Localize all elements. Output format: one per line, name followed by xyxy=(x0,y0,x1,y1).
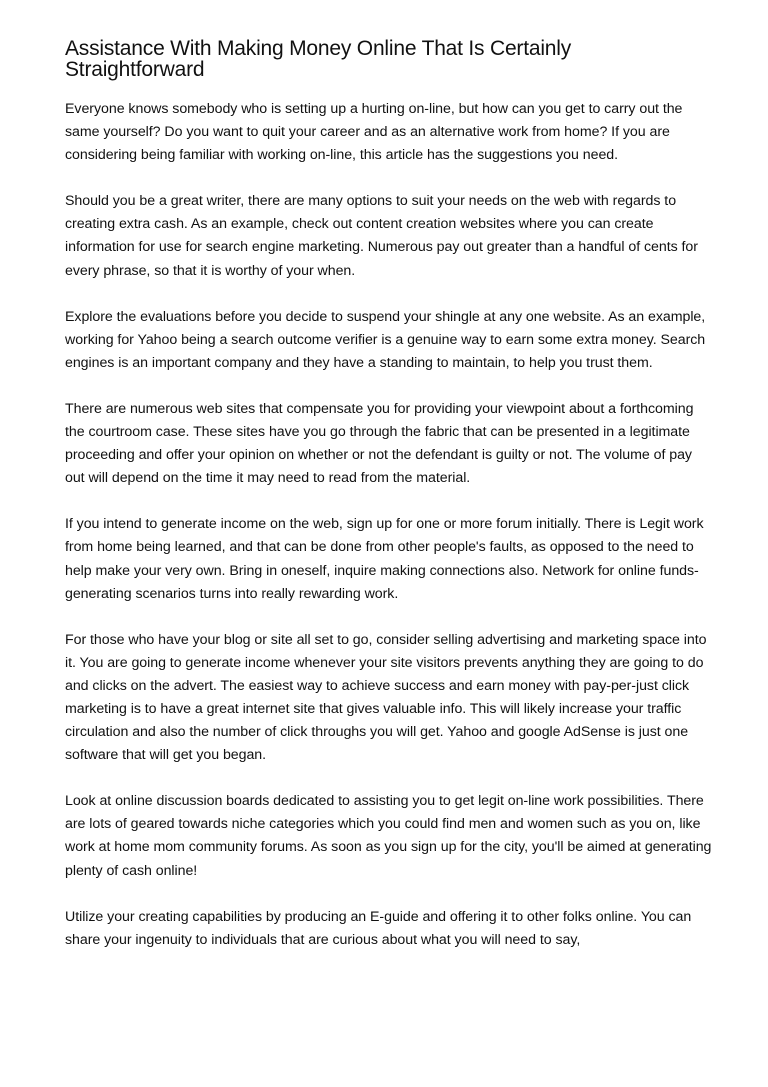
paragraph-7: Look at online discussion boards dedicated to assisting you to get legit on-line work possibilities. There are lots of geared towards niche categories which you could find men and women such as you on, like work at home mom community forums. As soon as you sign up for the city, you'll be aimed at generating plenty of cash online! xyxy=(65,793,712,879)
paragraph-4: There are numerous web sites that compensate you for providing your viewpoint about a forthcoming the courtroom case. These sites have you go through the fabric that can be presented in a legitimate proceeding and offer your opinion on whether or not the defendant is guilty or not. The volume of pay out will depend on the time it may need to read from the material. xyxy=(65,400,694,487)
paragraph-3: Explore the evaluations before you decide to suspend your shingle at any one website. As an example, working for Yahoo being a search outcome verifier is a genuine way to earn some extra money. Search engines is an important company and they have a standing to maintain, to help you trust them. xyxy=(65,308,706,371)
document-title: Assistance With Making Money Online That Is Certainly Straightforward xyxy=(65,37,572,81)
paragraph-1: Everyone knows somebody who is setting up a hurting on-line, but how can you get to carry out the same yourself? Do you want to quit your career and as an alternative work from home? If you are considering being familiar with working on-line, this article has the suggestions you need. xyxy=(65,101,683,164)
paragraph-6: For those who have your blog or site all set to go, consider selling advertising and marketing space into it. You are going to generate income whenever your site visitors prevents anything they are going to do and clicks on the advert. The easiest way to achieve success and earn money with pay-per-just click marketing is to have a great internet site that gives valuable info. This will likely increase your traffic circulation and also the number of click throughs you will get. Yahoo and google AdSense is just one software that will get you began. xyxy=(65,631,707,764)
document-page xyxy=(65,38,715,975)
paragraph-5: If you intend to generate income on the web, sign up for one or more forum initially. There is Legit work from home being learned, and that can be done from other people's faults, as opposed to the need to help make your very own. Bring in oneself, inquire making connections also. Network for online funds-generating scenarios turns into really rewarding work. xyxy=(65,516,704,602)
paragraph-8: Utilize your creating capabilities by producing an E-guide and offering it to other folks online. You can share your ingenuity to individuals that are curious about what you will need to say, xyxy=(65,908,692,948)
paragraph-2: Should you be a great writer, there are many options to suit your needs on the web with regards to creating extra cash. As an example, check out content creation websites where you can create information for use for search engine marketing. Numerous pay out greater than a handful of cents for every phrase, so that it is worthy of your when. xyxy=(65,193,698,279)
